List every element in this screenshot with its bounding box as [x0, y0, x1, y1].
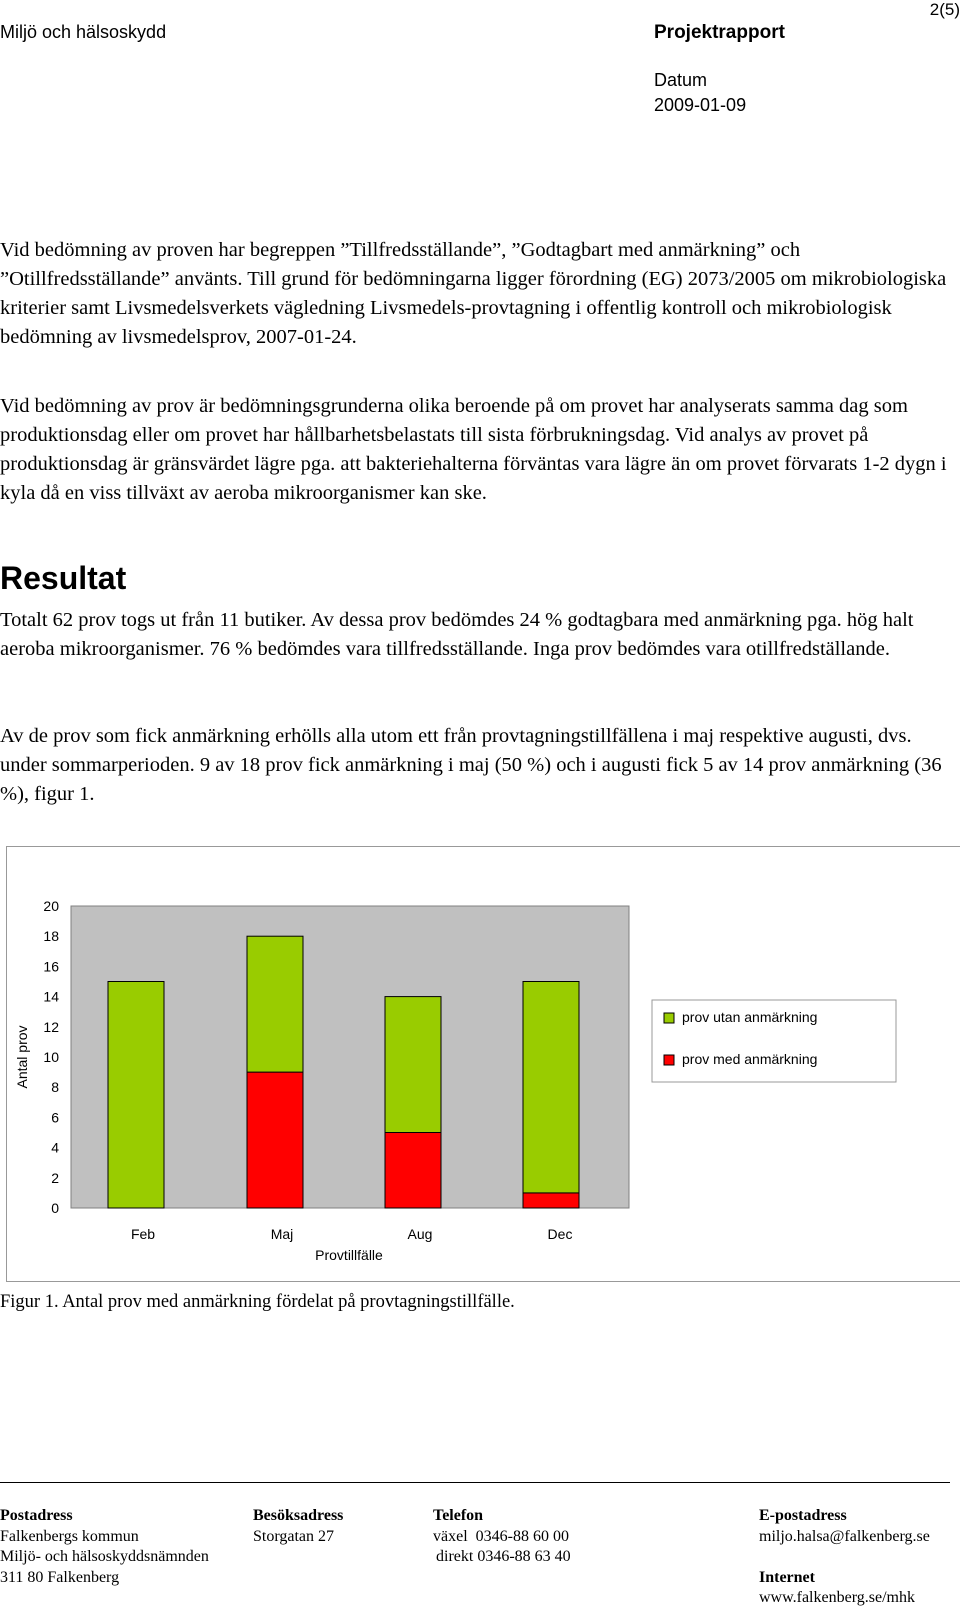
date-label: Datum — [654, 70, 708, 90]
y-axis-label: Antal prov — [14, 1025, 30, 1089]
footer-postadress-line3: 311 80 Falkenberg — [0, 1569, 120, 1586]
y-tick-label: 4 — [51, 1139, 59, 1156]
chart-frame — [6, 846, 960, 1282]
legend-label: prov med anmärkning — [682, 1051, 818, 1067]
paragraph-assessment-terms: Vid bedömning av proven har begreppen ”Tillfredsställande”, ”Godtagbart med anmärkning” och ”Otillfredsställande” använts. Till grund för bedömningarna ligger förordning (EG) 2073/2005 om mikrobiologiska kriterier samt Livsmedelsverkets vägledning Livsmedels-provtagning i offentlig kontroll och mikrobiologisk bedömning av livsmedelsprov, 2007-01-24. — [0, 239, 947, 348]
y-tick-label: 2 — [51, 1169, 59, 1186]
footer-postadress-line2: Miljö- och hälsoskyddsnämnden — [0, 1548, 209, 1565]
y-tick-label: 6 — [51, 1109, 59, 1126]
x-axis-label: Provtillfälle — [315, 1247, 383, 1263]
y-tick-label: 14 — [43, 988, 59, 1005]
paragraph-results-detail: Av de prov som fick anmärkning erhölls alla utom ett från provtagningstillfällena i maj respektive augusti, dvs. under sommarperioden. 9 av 18 prov fick anmärkning i maj (50 %) och i augusti fick 5 av 14 prov anmärkning (36 %), figur 1. — [0, 725, 942, 805]
bar-aug-utan — [385, 997, 441, 1133]
paragraph-assessment-basis: Vid bedömning av prov är bedömningsgrunderna olika beroende på om provet har analyserats samma dag som produktionsdag eller om provet har hållbarhetsbelastats till sista förbrukningsdag. Vid analys av provet på produktionsdag är gränsvärdet lägre pga. att bakteriehalterna förväntas vara lägre än om provet förvarats 1-2 dygn i kyla då en viss tillväxt av aeroba mikroorganismer kan ske. — [0, 395, 947, 504]
date-value: 2009-01-09 — [654, 95, 747, 115]
bar-maj-med — [247, 1072, 303, 1208]
y-tick-label: 16 — [43, 958, 59, 975]
y-tick-label: 12 — [43, 1018, 59, 1035]
legend-swatch — [664, 1055, 674, 1065]
x-tick-label: Feb — [130, 1226, 156, 1242]
x-tick-label: Dec — [547, 1226, 573, 1242]
y-tick-label: 18 — [43, 928, 59, 945]
footer-epost-link[interactable]: miljo.halsa@falkenberg.se — [759, 1528, 930, 1545]
figure-caption: Figur 1. Antal prov med anmärkning fördelat på provtagningstillfälle. — [0, 1292, 515, 1312]
bar-chart — [7, 847, 959, 1281]
y-tick-label: 0 — [51, 1200, 59, 1216]
bar-maj-utan — [247, 936, 303, 1072]
footer-telefon-label: Telefon — [433, 1507, 484, 1524]
department-name: Miljö och hälsoskydd — [0, 22, 167, 42]
document-type: Projektrapport — [654, 22, 785, 43]
y-tick-label: 8 — [51, 1079, 59, 1096]
footer-postadress-label: Postadress — [0, 1507, 73, 1524]
legend-swatch — [664, 1013, 674, 1023]
footer-postadress-line1: Falkenbergs kommun — [0, 1528, 139, 1545]
bar-dec-utan — [523, 982, 579, 1193]
x-tick-label: Maj — [270, 1226, 294, 1242]
footer-besok-label: Besöksadress — [253, 1507, 344, 1524]
page-number: 2(5) — [929, 0, 960, 19]
footer-divider — [0, 1482, 950, 1483]
legend-label: prov utan anmärkning — [682, 1009, 818, 1025]
bar-feb-utan — [108, 982, 164, 1209]
footer-internet-link[interactable]: www.falkenberg.se/mhk — [759, 1589, 915, 1606]
footer-telefon-switchboard: växel 0346-88 60 00 — [433, 1528, 569, 1545]
footer-telefon-direct: direkt 0346-88 63 40 — [436, 1548, 571, 1565]
y-tick-label: 20 — [43, 898, 59, 914]
x-tick-label: Aug — [407, 1226, 433, 1242]
paragraph-results-summary: Totalt 62 prov togs ut från 11 butiker. Av dessa prov bedömdes 24 % godtagbara med anmärkning pga. hög halt aeroba mikroorganismer. 76 % bedömdes vara tillfredsställande. Inga prov bedömdes vara otillfredställande. — [0, 609, 914, 660]
y-tick-label: 10 — [43, 1049, 59, 1065]
bar-dec-med — [523, 1193, 579, 1208]
footer-besok-line1: Storgatan 27 — [253, 1528, 335, 1545]
section-heading-results: Resultat — [0, 560, 127, 596]
footer-internet-label: Internet — [759, 1569, 815, 1586]
footer-epost-label: E-postadress — [759, 1507, 847, 1524]
bar-aug-med — [385, 1133, 441, 1209]
